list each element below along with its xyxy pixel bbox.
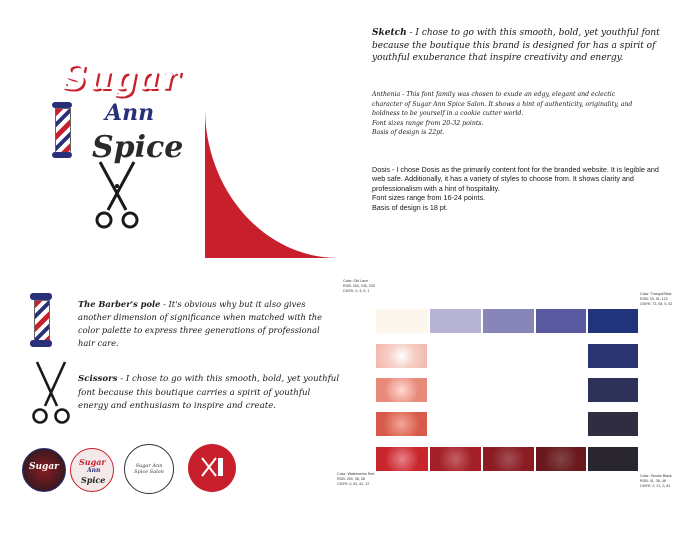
swatch-lavender-2 (483, 309, 534, 333)
swatch-old-lace (376, 309, 428, 333)
feature-scissors-title: Scissors (78, 374, 118, 384)
swatch-pink-3 (376, 412, 427, 436)
swatch-navy-4 (588, 412, 638, 436)
scissors-icon (27, 360, 75, 426)
swatch-tranquil-blue (588, 309, 638, 333)
swatch-navy-2 (588, 344, 638, 368)
swatch-dark-red-2 (483, 447, 534, 471)
logo-word-ann: Ann (105, 100, 155, 126)
barber-pole-stripes (55, 108, 71, 154)
logo-badge-light: Sugar Ann Spice (70, 448, 114, 492)
font-name-anthenia: Anthenia (372, 91, 401, 98)
logo-badge-red (188, 444, 236, 492)
scissors-comb-icon (198, 454, 226, 482)
palette-label-bottom-left: Color: Watermelon Red RGB: 200, 38, 38 CMYK: 0, 81, 81, 22 (337, 472, 375, 486)
feature-scissors-text: Scissors - I chose to go with this smooth, bold, yet youthful font because this boutique carries a spirit of youthful energy and enthusiasm to inspire and create. (78, 374, 340, 411)
font-description-anthenia: Anthenia - This font family was chosen to exude an edgy, elegant and eclectic character of Sugar Ann Spice Salon. It shows a hint of authenticity, originality, and boldness to be yourself in a cookie cutter world. Font sizes range from 20-32 points. Basis of design is 22pt. (372, 91, 633, 137)
feature-pole-graphic (28, 293, 54, 348)
swatch-dark-red-3 (536, 447, 586, 471)
logo-word-spice: Spice (92, 130, 184, 165)
logo-badge-outline: Sugar Ann Spice Salon (124, 444, 174, 494)
scissors-icon (92, 158, 142, 230)
badge-word: Sugar (29, 462, 59, 472)
swatch-navy-3 (588, 378, 638, 402)
font-name-sketch: Sketch (372, 28, 407, 38)
swatch-pink-2 (376, 378, 427, 402)
font-description-sketch: Sketch - I chose to go with this smooth, bold, yet youthful font because the boutique this brand is designed for has a spirit of youthful exuberance that inspire creativity and energy. (372, 28, 660, 63)
barber-pole-icon (30, 293, 52, 300)
logo-badge-dark (22, 448, 66, 492)
swatch-dark-red-1 (430, 447, 481, 471)
palette-label-top-right: Color: Tranquil Blue RGB: 33, 51, 122 CMYK: 73, 58, 0, 52 (640, 292, 673, 306)
feature-pole-title: The Barber's pole (78, 299, 161, 309)
swatch-lavender-1 (430, 309, 481, 333)
font-name-dosis: Dosis (372, 165, 390, 174)
font-description-dosis: Dosis - I chose Dosis as the primarily content font for the branded website. It is legible and web safe. Additionally, it has a variety of styles to choose from. It shows clarity and professionalism with a hint of hospitality. Font sizes range from 16-24 points. Basis of design is 18 pt. (372, 165, 659, 212)
palette-label-top-left: Color: Old Lace RGB: 253, 245, 230 CMYK: 0, 3, 9, 1 (343, 279, 375, 293)
swatch-navy-mid (536, 309, 586, 333)
swatch-watermelon-red (376, 447, 428, 471)
logo-word-sugar: Sugar (62, 58, 180, 98)
palette-label-bottom-right: Color: Smoke Black RGB: 41, 38, 48 CMYK: 0, 21, 0, 81 (640, 474, 672, 488)
feature-pole-text: The Barber's pole - It's obvious why but it also gives another dimension of significance when matched with the color palette to express three generations of professional hair care. (78, 299, 323, 348)
swatch-smoke-black (588, 447, 638, 471)
swatch-pink-1 (376, 344, 427, 368)
